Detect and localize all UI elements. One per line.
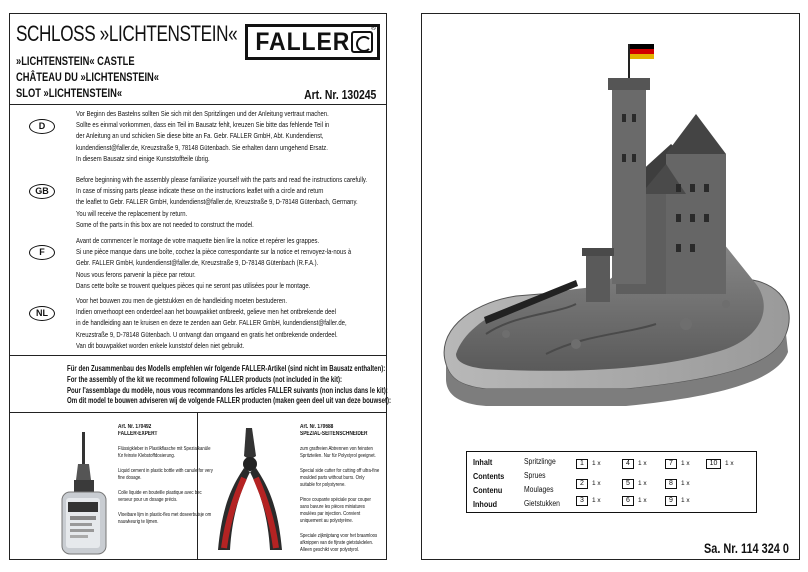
lang-text-d: [76, 108, 380, 164]
lang-badge-d: D: [29, 119, 55, 134]
text-line: Pour l'assemblage du modèle, nous vous recommandons les articles FALLER suivants (non inclus dans le kit):: [67, 385, 388, 395]
text-line: Nous vous ferons parvenir la pièce par retour.: [76, 269, 196, 279]
product-cutter: [300, 424, 400, 562]
text-line: Avant de commencer le montage de votre maquette bien lire la notice et repérer les grappes.: [76, 236, 320, 245]
instruction-panel-left: [9, 13, 392, 560]
text-line: Some of the parts in this box are not needed to construct the model.: [76, 219, 254, 229]
sprue-qty: 1 x: [592, 480, 601, 487]
sprue-qty: 1 x: [681, 480, 690, 487]
sprue-qty: 1 x: [725, 460, 734, 467]
side-cutter-icon: [210, 426, 290, 554]
sprue-box: 10: [706, 459, 721, 469]
sprue-box: 3: [576, 496, 588, 506]
subtitle-en: »LICHTENSTEIN« CASTLE: [16, 54, 135, 68]
header-divider: [10, 104, 386, 105]
parts-table: [466, 451, 757, 513]
sprue-qty: 1 x: [681, 460, 690, 467]
recommendation-text: [67, 364, 392, 407]
product-glue-name: FALLER-EXPERT: [118, 431, 158, 437]
product-cutter-artnr: Art. Nr. 170688: [300, 424, 334, 430]
text-line: In diesem Bausatz sind einige Kunststoffteile übrig.: [76, 153, 210, 163]
text-line: You will receive the replacement by return.: [76, 208, 188, 218]
subtitle-fr: CHÂTEAU DU »LICHTENSTEIN«: [16, 70, 160, 84]
sprue-box: 1: [576, 459, 588, 469]
text-line: In case of missing parts please indicate these on the instructions leaflet with a circle and return: [76, 186, 324, 196]
text-line: Indien onverhoopt een onderdeel aan het bouwpakket ontbreekt, gelieve men het ontbrekende deel: [76, 307, 337, 317]
sprue-qty: 1 x: [638, 460, 647, 467]
value-spritzlinge: Spritzlinge: [524, 457, 556, 466]
label-inhalt: Inhalt: [473, 457, 493, 467]
sprue-box: 4: [622, 459, 634, 469]
text-line: Voor het bouwen zou men de gietstukken en de handleiding moeten bestuderen.: [76, 296, 288, 305]
faller-logo: [245, 24, 380, 60]
text-line: der Anleitung an und schicken Sie diese bitte an Fa. Gebr. FALLER GmbH, Abt. Kundendienst,: [76, 131, 324, 141]
desc-paragraph: Special side cutter for cutting off ultra-fine moulded parts without burrs. Only suitable for polystyrene.: [300, 468, 380, 488]
text-line: Van dit bouwpakket worden enkele kunststof delen niet gebruikt.: [76, 340, 245, 350]
sprue-box: 2: [576, 479, 588, 489]
text-line: Before beginning with the assembly please familiarize yourself with the parts and read the instructions carefully.: [76, 175, 368, 184]
desc-paragraph: Colle liquide en bouteille plastique avec bec verseur pour un dosage précis.: [118, 490, 202, 503]
registered-mark: ®: [370, 25, 376, 32]
text-line: Kreuzstraße 9, D-78148 Gütenbach. U ontvangt dan omgaand en gratis het ontbrekende onderdeel.: [76, 329, 338, 339]
text-line: Vor Beginn des Bastelns sollten Sie sich mit den Spritzlingen und der Anleitung vertraut machen.: [76, 109, 329, 118]
desc-paragraph: Flüssigkleber in Plastikflasche mit Spezialkanüle für feinste Klebstoffdosierung.: [118, 446, 211, 459]
lang-text-f: [76, 235, 380, 291]
sprue-qty: 1 x: [638, 480, 647, 487]
text-line: Für den Zusammenbau des Modells empfehlen wir folgende FALLER-Artikel (sind nicht im Bausatz enthalten):: [67, 364, 386, 373]
section-divider: [10, 355, 386, 356]
text-line: kundendienst@faller.de, Kreuzstraße 9, 78148 Gütenbach. Sie erhalten dann umgehend Ersatz.: [76, 142, 328, 152]
text-line: Om dit model te bouwen adviseren wij de volgende FALLER producten (maken geen deel uit van deze bouwset):: [67, 396, 392, 406]
value-sprues: Sprues: [524, 471, 546, 480]
lang-badge-f: F: [29, 245, 55, 260]
sprue-qty: 1 x: [592, 460, 601, 467]
sprue-box: 7: [665, 459, 677, 469]
sprue-qty: 1 x: [681, 497, 690, 504]
label-inhoud: Inhoud: [473, 499, 498, 509]
products-divider: [10, 412, 386, 413]
page-title: SCHLOSS »LICHTENSTEIN«: [16, 21, 238, 46]
value-gietstukken: Gietstukken: [524, 499, 560, 508]
faller-emblem-icon: [351, 31, 373, 53]
text-line: Sollte es einmal vorkommen, dass ein Teil im Bausatz fehlt, kreuzen Sie bitte das fehlende Teil in: [76, 120, 330, 130]
sprue-box: 5: [622, 479, 634, 489]
desc-paragraph: zum gratfreien Abtrennen von feinsten Spritzteilen. Nur für Polystyrol geeignet.: [300, 446, 376, 459]
text-line: the leaflet to Gebr. FALLER GmbH, kundendienst@faller.de, Kreuzstraße 9, D-78148 Gütenbach, Germany.: [76, 197, 358, 207]
sprue-box: 6: [622, 496, 634, 506]
label-contenu: Contenu: [473, 485, 503, 495]
glue-bottle-icon: [58, 432, 110, 558]
article-number: Art. Nr. 130245: [303, 87, 376, 102]
value-moulages: Moulages: [524, 485, 554, 494]
label-contents: Contents: [473, 471, 505, 481]
product-cutter-desc: [300, 446, 380, 554]
lang-badge-nl: NL: [29, 306, 55, 321]
text-line: Gebr. FALLER GmbH, kundendienst@faller.de, Kreuzstraße 9, D-78148 Gütenbach (R.F.A.).: [76, 258, 319, 268]
desc-paragraph: Speciale zijknijptang voor het braamloos afknippen van de fijnste gietstukdelen. Alleen geschikt voor polystyrol.: [300, 533, 378, 553]
product-glue-artnr: Art. Nr. 170492: [118, 424, 152, 430]
castle-model-image: [426, 34, 798, 414]
desc-paragraph: Liquid cement in plastic bottle with canule for very fine dosage.: [118, 468, 213, 481]
text-line: Dans cette boîte se trouvent quelques pièces qui ne seront pas utilisées pour le montage.: [76, 280, 311, 290]
product-cutter-name: SPEZIAL-SEITENSCHNEIDER: [300, 431, 368, 437]
product-glue-desc: [118, 446, 214, 526]
sprue-qty: 1 x: [638, 497, 647, 504]
lang-text-gb: [76, 174, 380, 230]
desc-paragraph: Pince coupante spéciale pour couper sans bavure les pièces miniatures moulées par injection. Convient uniquement au polystyrène.: [300, 497, 371, 524]
text-line: in de handleiding aan te kruisen en deze te zenden aan Gebr. FALLER GmbH, kundendienst@faller.de,: [76, 318, 347, 328]
desc-paragraph: Vloeibare lijm in plastic-fles met doseerbuisje om nauwkeurig te lijmen.: [118, 512, 212, 525]
text-line: For the assembly of the kit we recommend following FALLER products (not included in the kit):: [67, 374, 343, 384]
subtitle-nl: SLOT »LICHTENSTEIN«: [16, 86, 123, 100]
text-line: Si une pièce manque dans une boîte, cochez la pièce correspondante sur la notice et renvoyez-la-nous à: [76, 247, 352, 257]
lang-text-nl: [76, 295, 380, 351]
sa-number: Sa. Nr. 114 324 0: [703, 540, 789, 556]
sprue-box: 9: [665, 496, 677, 506]
sprue-box: 8: [665, 479, 677, 489]
sprue-qty: 1 x: [592, 497, 601, 504]
instruction-panel-right: [421, 13, 800, 560]
lang-badge-gb: GB: [29, 184, 55, 199]
logo-text: FALLER: [255, 27, 351, 56]
